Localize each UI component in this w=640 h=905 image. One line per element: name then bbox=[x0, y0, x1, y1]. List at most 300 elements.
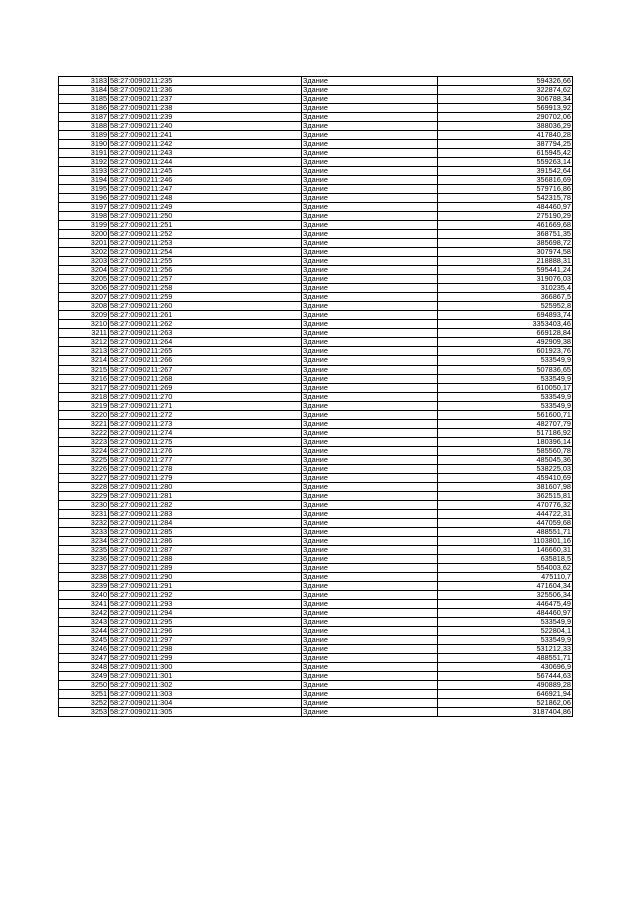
cadastral-value-cell: 533549,9 bbox=[438, 401, 573, 410]
object-type-cell: Здание bbox=[302, 311, 438, 320]
table-row bbox=[59, 554, 573, 563]
object-type-cell: Здание bbox=[302, 374, 438, 383]
table-row bbox=[59, 644, 573, 653]
cadastral-value-cell: 567444,63 bbox=[438, 672, 573, 681]
cadastral-number-cell: 58:27:0090211:279 bbox=[109, 473, 302, 482]
table-row bbox=[59, 113, 573, 122]
row-number-cell: 3202 bbox=[59, 248, 109, 257]
table-row bbox=[59, 194, 573, 203]
cadastral-value-cell: 387794,25 bbox=[438, 140, 573, 149]
table-row bbox=[59, 500, 573, 509]
row-number-cell: 3196 bbox=[59, 194, 109, 203]
object-type-cell: Здание bbox=[302, 239, 438, 248]
object-type-cell: Здание bbox=[302, 221, 438, 230]
cadastral-value-cell: 3353403,46 bbox=[438, 320, 573, 329]
table-row bbox=[59, 185, 573, 194]
cadastral-number-cell: 58:27:0090211:299 bbox=[109, 654, 302, 663]
object-type-cell: Здание bbox=[302, 401, 438, 410]
cadastral-value-cell: 470776,32 bbox=[438, 500, 573, 509]
cadastral-value-cell: 391542,64 bbox=[438, 167, 573, 176]
row-number-cell: 3185 bbox=[59, 95, 109, 104]
object-type-cell: Здание bbox=[302, 320, 438, 329]
cadastral-number-cell: 58:27:0090211:280 bbox=[109, 482, 302, 491]
object-type-cell: Здание bbox=[302, 230, 438, 239]
row-number-cell: 3233 bbox=[59, 527, 109, 536]
object-type-cell: Здание bbox=[302, 86, 438, 95]
cadastral-number-cell: 58:27:0090211:287 bbox=[109, 545, 302, 554]
cadastral-number-cell: 58:27:0090211:241 bbox=[109, 131, 302, 140]
row-number-cell: 3221 bbox=[59, 419, 109, 428]
table-row bbox=[59, 356, 573, 365]
object-type-cell: Здание bbox=[302, 672, 438, 681]
row-number-cell: 3212 bbox=[59, 338, 109, 347]
table-row bbox=[59, 284, 573, 293]
cadastral-value-cell: 610050,17 bbox=[438, 383, 573, 392]
cadastral-value-cell: 218888,31 bbox=[438, 257, 573, 266]
table-row bbox=[59, 599, 573, 608]
object-type-cell: Здание bbox=[302, 419, 438, 428]
cadastral-number-cell: 58:27:0090211:247 bbox=[109, 185, 302, 194]
object-type-cell: Здание bbox=[302, 95, 438, 104]
cadastral-value-cell: 319076,03 bbox=[438, 275, 573, 284]
cadastral-number-cell: 58:27:0090211:268 bbox=[109, 374, 302, 383]
table-row bbox=[59, 708, 573, 717]
table-row bbox=[59, 428, 573, 437]
row-number-cell: 3198 bbox=[59, 212, 109, 221]
cadastral-value-cell: 430696,9 bbox=[438, 663, 573, 672]
cadastral-value-table bbox=[58, 76, 573, 717]
row-number-cell: 3222 bbox=[59, 428, 109, 437]
cadastral-value-cell: 561600,71 bbox=[438, 410, 573, 419]
object-type-cell: Здание bbox=[302, 536, 438, 545]
row-number-cell: 3228 bbox=[59, 482, 109, 491]
cadastral-value-cell: 310235,4 bbox=[438, 284, 573, 293]
cadastral-value-cell: 275190,29 bbox=[438, 212, 573, 221]
table-row bbox=[59, 536, 573, 545]
table-row bbox=[59, 212, 573, 221]
object-type-cell: Здание bbox=[302, 690, 438, 699]
row-number-cell: 3216 bbox=[59, 374, 109, 383]
cadastral-value-cell: 554003,62 bbox=[438, 563, 573, 572]
cadastral-number-cell: 58:27:0090211:253 bbox=[109, 239, 302, 248]
object-type-cell: Здание bbox=[302, 663, 438, 672]
cadastral-number-cell: 58:27:0090211:289 bbox=[109, 563, 302, 572]
object-type-cell: Здание bbox=[302, 545, 438, 554]
cadastral-number-cell: 58:27:0090211:304 bbox=[109, 699, 302, 708]
object-type-cell: Здание bbox=[302, 365, 438, 374]
table-row bbox=[59, 392, 573, 401]
cadastral-value-cell: 579716,86 bbox=[438, 185, 573, 194]
table-row bbox=[59, 572, 573, 581]
row-number-cell: 3251 bbox=[59, 690, 109, 699]
table-row bbox=[59, 167, 573, 176]
row-number-cell: 3242 bbox=[59, 608, 109, 617]
row-number-cell: 3226 bbox=[59, 464, 109, 473]
object-type-cell: Здание bbox=[302, 635, 438, 644]
cadastral-number-cell: 58:27:0090211:265 bbox=[109, 347, 302, 356]
table-row bbox=[59, 410, 573, 419]
object-type-cell: Здание bbox=[302, 176, 438, 185]
cadastral-number-cell: 58:27:0090211:293 bbox=[109, 599, 302, 608]
cadastral-value-cell: 484460,97 bbox=[438, 203, 573, 212]
cadastral-value-cell: 381607,98 bbox=[438, 482, 573, 491]
object-type-cell: Здание bbox=[302, 194, 438, 203]
object-type-cell: Здание bbox=[302, 437, 438, 446]
cadastral-value-cell: 388036,29 bbox=[438, 122, 573, 131]
cadastral-value-cell: 307974,58 bbox=[438, 248, 573, 257]
table-row bbox=[59, 699, 573, 708]
table-row bbox=[59, 131, 573, 140]
row-number-cell: 3197 bbox=[59, 203, 109, 212]
cadastral-number-cell: 58:27:0090211:271 bbox=[109, 401, 302, 410]
table-row bbox=[59, 473, 573, 482]
table-row bbox=[59, 257, 573, 266]
cadastral-value-cell: 488551,71 bbox=[438, 527, 573, 536]
cadastral-value-cell: 538225,03 bbox=[438, 464, 573, 473]
table-row bbox=[59, 518, 573, 527]
row-number-cell: 3220 bbox=[59, 410, 109, 419]
object-type-cell: Здание bbox=[302, 284, 438, 293]
table-row bbox=[59, 401, 573, 410]
cadastral-number-cell: 58:27:0090211:266 bbox=[109, 356, 302, 365]
cadastral-value-cell: 290702,06 bbox=[438, 113, 573, 122]
cadastral-number-cell: 58:27:0090211:259 bbox=[109, 293, 302, 302]
cadastral-value-cell: 446475,49 bbox=[438, 599, 573, 608]
object-type-cell: Здание bbox=[302, 212, 438, 221]
cadastral-number-cell: 58:27:0090211:283 bbox=[109, 509, 302, 518]
cadastral-number-cell: 58:27:0090211:246 bbox=[109, 176, 302, 185]
row-number-cell: 3236 bbox=[59, 554, 109, 563]
cadastral-number-cell: 58:27:0090211:251 bbox=[109, 221, 302, 230]
cadastral-number-cell: 58:27:0090211:256 bbox=[109, 266, 302, 275]
object-type-cell: Здание bbox=[302, 563, 438, 572]
cadastral-number-cell: 58:27:0090211:275 bbox=[109, 437, 302, 446]
cadastral-number-cell: 58:27:0090211:263 bbox=[109, 329, 302, 338]
table-row bbox=[59, 95, 573, 104]
table-row bbox=[59, 581, 573, 590]
cadastral-number-cell: 58:27:0090211:235 bbox=[109, 77, 302, 86]
row-number-cell: 3238 bbox=[59, 572, 109, 581]
table-row bbox=[59, 509, 573, 518]
cadastral-number-cell: 58:27:0090211:250 bbox=[109, 212, 302, 221]
table-row bbox=[59, 275, 573, 284]
cadastral-number-cell: 58:27:0090211:274 bbox=[109, 428, 302, 437]
object-type-cell: Здание bbox=[302, 77, 438, 86]
cadastral-number-cell: 58:27:0090211:272 bbox=[109, 410, 302, 419]
table-row bbox=[59, 491, 573, 500]
table-row bbox=[59, 230, 573, 239]
cadastral-number-cell: 58:27:0090211:267 bbox=[109, 365, 302, 374]
row-number-cell: 3187 bbox=[59, 113, 109, 122]
cadastral-value-cell: 385698,72 bbox=[438, 239, 573, 248]
table-row bbox=[59, 617, 573, 626]
table-row bbox=[59, 158, 573, 167]
row-number-cell: 3247 bbox=[59, 654, 109, 663]
object-type-cell: Здание bbox=[302, 248, 438, 257]
cadastral-value-cell: 517186,92 bbox=[438, 428, 573, 437]
cadastral-number-cell: 58:27:0090211:288 bbox=[109, 554, 302, 563]
cadastral-value-cell: 475110,7 bbox=[438, 572, 573, 581]
row-number-cell: 3224 bbox=[59, 446, 109, 455]
cadastral-number-cell: 58:27:0090211:242 bbox=[109, 140, 302, 149]
cadastral-number-cell: 58:27:0090211:305 bbox=[109, 708, 302, 717]
row-number-cell: 3239 bbox=[59, 581, 109, 590]
object-type-cell: Здание bbox=[302, 509, 438, 518]
table-row bbox=[59, 86, 573, 95]
row-number-cell: 3189 bbox=[59, 131, 109, 140]
cadastral-value-cell: 585560,78 bbox=[438, 446, 573, 455]
row-number-cell: 3223 bbox=[59, 437, 109, 446]
table-row bbox=[59, 545, 573, 554]
cadastral-value-cell: 1103801,16 bbox=[438, 536, 573, 545]
cadastral-value-cell: 615945,42 bbox=[438, 149, 573, 158]
row-number-cell: 3231 bbox=[59, 509, 109, 518]
cadastral-value-cell: 306788,34 bbox=[438, 95, 573, 104]
table-row bbox=[59, 311, 573, 320]
cadastral-number-cell: 58:27:0090211:237 bbox=[109, 95, 302, 104]
row-number-cell: 3248 bbox=[59, 663, 109, 672]
cadastral-number-cell: 58:27:0090211:269 bbox=[109, 383, 302, 392]
cadastral-value-cell: 533549,9 bbox=[438, 617, 573, 626]
row-number-cell: 3229 bbox=[59, 491, 109, 500]
cadastral-value-cell: 488551,71 bbox=[438, 654, 573, 663]
cadastral-value-cell: 601923,76 bbox=[438, 347, 573, 356]
object-type-cell: Здание bbox=[302, 482, 438, 491]
cadastral-value-cell: 447059,68 bbox=[438, 518, 573, 527]
cadastral-number-cell: 58:27:0090211:276 bbox=[109, 446, 302, 455]
cadastral-value-cell: 362515,81 bbox=[438, 491, 573, 500]
row-number-cell: 3192 bbox=[59, 158, 109, 167]
table-row bbox=[59, 672, 573, 681]
object-type-cell: Здание bbox=[302, 455, 438, 464]
table-row bbox=[59, 104, 573, 113]
object-type-cell: Здание bbox=[302, 185, 438, 194]
table-row bbox=[59, 690, 573, 699]
row-number-cell: 3186 bbox=[59, 104, 109, 113]
row-number-cell: 3204 bbox=[59, 266, 109, 275]
row-number-cell: 3240 bbox=[59, 590, 109, 599]
row-number-cell: 3253 bbox=[59, 708, 109, 717]
table-row bbox=[59, 338, 573, 347]
object-type-cell: Здание bbox=[302, 356, 438, 365]
table-row bbox=[59, 293, 573, 302]
cadastral-number-cell: 58:27:0090211:277 bbox=[109, 455, 302, 464]
cadastral-number-cell: 58:27:0090211:303 bbox=[109, 690, 302, 699]
cadastral-number-cell: 58:27:0090211:240 bbox=[109, 122, 302, 131]
cadastral-value-cell: 461669,68 bbox=[438, 221, 573, 230]
object-type-cell: Здание bbox=[302, 203, 438, 212]
object-type-cell: Здание bbox=[302, 428, 438, 437]
table-row bbox=[59, 455, 573, 464]
row-number-cell: 3243 bbox=[59, 617, 109, 626]
object-type-cell: Здание bbox=[302, 113, 438, 122]
table-row bbox=[59, 248, 573, 257]
cadastral-number-cell: 58:27:0090211:281 bbox=[109, 491, 302, 500]
cadastral-value-cell: 482707,79 bbox=[438, 419, 573, 428]
object-type-cell: Здание bbox=[302, 681, 438, 690]
cadastral-value-cell: 417840,28 bbox=[438, 131, 573, 140]
row-number-cell: 3210 bbox=[59, 320, 109, 329]
cadastral-value-cell: 356816,69 bbox=[438, 176, 573, 185]
object-type-cell: Здание bbox=[302, 302, 438, 311]
cadastral-value-cell: 594326,66 bbox=[438, 77, 573, 86]
cadastral-value-cell: 146660,31 bbox=[438, 545, 573, 554]
row-number-cell: 3214 bbox=[59, 356, 109, 365]
table-row bbox=[59, 140, 573, 149]
cadastral-value-cell: 525952,8 bbox=[438, 302, 573, 311]
cadastral-number-cell: 58:27:0090211:292 bbox=[109, 590, 302, 599]
row-number-cell: 3245 bbox=[59, 635, 109, 644]
row-number-cell: 3219 bbox=[59, 401, 109, 410]
cadastral-number-cell: 58:27:0090211:249 bbox=[109, 203, 302, 212]
object-type-cell: Здание bbox=[302, 464, 438, 473]
cadastral-number-cell: 58:27:0090211:291 bbox=[109, 581, 302, 590]
cadastral-value-cell: 646921,94 bbox=[438, 690, 573, 699]
object-type-cell: Здание bbox=[302, 554, 438, 563]
row-number-cell: 3199 bbox=[59, 221, 109, 230]
cadastral-value-cell: 471604,34 bbox=[438, 581, 573, 590]
cadastral-number-cell: 58:27:0090211:248 bbox=[109, 194, 302, 203]
object-type-cell: Здание bbox=[302, 446, 438, 455]
object-type-cell: Здание bbox=[302, 275, 438, 284]
object-type-cell: Здание bbox=[302, 699, 438, 708]
row-number-cell: 3193 bbox=[59, 167, 109, 176]
object-type-cell: Здание bbox=[302, 491, 438, 500]
object-type-cell: Здание bbox=[302, 572, 438, 581]
cadastral-value-cell: 533549,9 bbox=[438, 392, 573, 401]
object-type-cell: Здание bbox=[302, 140, 438, 149]
cadastral-number-cell: 58:27:0090211:295 bbox=[109, 617, 302, 626]
cadastral-number-cell: 58:27:0090211:257 bbox=[109, 275, 302, 284]
row-number-cell: 3241 bbox=[59, 599, 109, 608]
cadastral-value-cell: 542315,78 bbox=[438, 194, 573, 203]
cadastral-number-cell: 58:27:0090211:260 bbox=[109, 302, 302, 311]
table-row bbox=[59, 663, 573, 672]
row-number-cell: 3200 bbox=[59, 230, 109, 239]
table-row bbox=[59, 681, 573, 690]
object-type-cell: Здание bbox=[302, 338, 438, 347]
table-row bbox=[59, 563, 573, 572]
table-row bbox=[59, 464, 573, 473]
object-type-cell: Здание bbox=[302, 293, 438, 302]
row-number-cell: 3195 bbox=[59, 185, 109, 194]
cadastral-number-cell: 58:27:0090211:238 bbox=[109, 104, 302, 113]
cadastral-value-cell: 533549,9 bbox=[438, 356, 573, 365]
cadastral-number-cell: 58:27:0090211:258 bbox=[109, 284, 302, 293]
cadastral-value-cell: 533549,9 bbox=[438, 374, 573, 383]
object-type-cell: Здание bbox=[302, 167, 438, 176]
object-type-cell: Здание bbox=[302, 617, 438, 626]
object-type-cell: Здание bbox=[302, 654, 438, 663]
row-number-cell: 3205 bbox=[59, 275, 109, 284]
object-type-cell: Здание bbox=[302, 383, 438, 392]
row-number-cell: 3201 bbox=[59, 239, 109, 248]
object-type-cell: Здание bbox=[302, 347, 438, 356]
cadastral-value-cell: 368751,35 bbox=[438, 230, 573, 239]
row-number-cell: 3211 bbox=[59, 329, 109, 338]
object-type-cell: Здание bbox=[302, 581, 438, 590]
cadastral-value-cell: 569913,92 bbox=[438, 104, 573, 113]
cadastral-value-cell: 444722,31 bbox=[438, 509, 573, 518]
row-number-cell: 3215 bbox=[59, 365, 109, 374]
cadastral-number-cell: 58:27:0090211:244 bbox=[109, 158, 302, 167]
cadastral-number-cell: 58:27:0090211:239 bbox=[109, 113, 302, 122]
object-type-cell: Здание bbox=[302, 626, 438, 635]
row-number-cell: 3184 bbox=[59, 86, 109, 95]
table-row bbox=[59, 383, 573, 392]
table-row bbox=[59, 527, 573, 536]
cadastral-number-cell: 58:27:0090211:255 bbox=[109, 257, 302, 266]
table-row bbox=[59, 419, 573, 428]
cadastral-number-cell: 58:27:0090211:298 bbox=[109, 644, 302, 653]
table-row bbox=[59, 302, 573, 311]
cadastral-number-cell: 58:27:0090211:296 bbox=[109, 626, 302, 635]
table-row bbox=[59, 626, 573, 635]
cadastral-number-cell: 58:27:0090211:264 bbox=[109, 338, 302, 347]
row-number-cell: 3246 bbox=[59, 644, 109, 653]
table-row bbox=[59, 608, 573, 617]
cadastral-value-cell: 669128,84 bbox=[438, 329, 573, 338]
row-number-cell: 3183 bbox=[59, 77, 109, 86]
cadastral-number-cell: 58:27:0090211:243 bbox=[109, 149, 302, 158]
row-number-cell: 3234 bbox=[59, 536, 109, 545]
table-row bbox=[59, 149, 573, 158]
cadastral-value-cell: 507836,65 bbox=[438, 365, 573, 374]
object-type-cell: Здание bbox=[302, 590, 438, 599]
row-number-cell: 3207 bbox=[59, 293, 109, 302]
row-number-cell: 3209 bbox=[59, 311, 109, 320]
object-type-cell: Здание bbox=[302, 644, 438, 653]
object-type-cell: Здание bbox=[302, 500, 438, 509]
object-type-cell: Здание bbox=[302, 527, 438, 536]
table-row bbox=[59, 482, 573, 491]
table-row bbox=[59, 320, 573, 329]
cadastral-value-cell: 485045,36 bbox=[438, 455, 573, 464]
cadastral-value-cell: 459410,69 bbox=[438, 473, 573, 482]
table-row bbox=[59, 374, 573, 383]
table-body bbox=[59, 77, 573, 717]
object-type-cell: Здание bbox=[302, 473, 438, 482]
object-type-cell: Здание bbox=[302, 149, 438, 158]
cadastral-number-cell: 58:27:0090211:284 bbox=[109, 518, 302, 527]
cadastral-value-cell: 325506,34 bbox=[438, 590, 573, 599]
cadastral-number-cell: 58:27:0090211:297 bbox=[109, 635, 302, 644]
table-row bbox=[59, 347, 573, 356]
cadastral-number-cell: 58:27:0090211:302 bbox=[109, 681, 302, 690]
cadastral-value-cell: 366867,5 bbox=[438, 293, 573, 302]
row-number-cell: 3188 bbox=[59, 122, 109, 131]
cadastral-number-cell: 58:27:0090211:270 bbox=[109, 392, 302, 401]
row-number-cell: 3203 bbox=[59, 257, 109, 266]
cadastral-number-cell: 58:27:0090211:290 bbox=[109, 572, 302, 581]
cadastral-number-cell: 58:27:0090211:245 bbox=[109, 167, 302, 176]
cadastral-number-cell: 58:27:0090211:261 bbox=[109, 311, 302, 320]
row-number-cell: 3190 bbox=[59, 140, 109, 149]
object-type-cell: Здание bbox=[302, 392, 438, 401]
cadastral-value-cell: 533549,9 bbox=[438, 635, 573, 644]
object-type-cell: Здание bbox=[302, 122, 438, 131]
row-number-cell: 3252 bbox=[59, 699, 109, 708]
cadastral-value-cell: 180396,14 bbox=[438, 437, 573, 446]
table-row bbox=[59, 635, 573, 644]
table-row bbox=[59, 654, 573, 663]
table-row bbox=[59, 365, 573, 374]
cadastral-number-cell: 58:27:0090211:236 bbox=[109, 86, 302, 95]
table-row bbox=[59, 203, 573, 212]
table-row bbox=[59, 77, 573, 86]
row-number-cell: 3249 bbox=[59, 672, 109, 681]
object-type-cell: Здание bbox=[302, 518, 438, 527]
